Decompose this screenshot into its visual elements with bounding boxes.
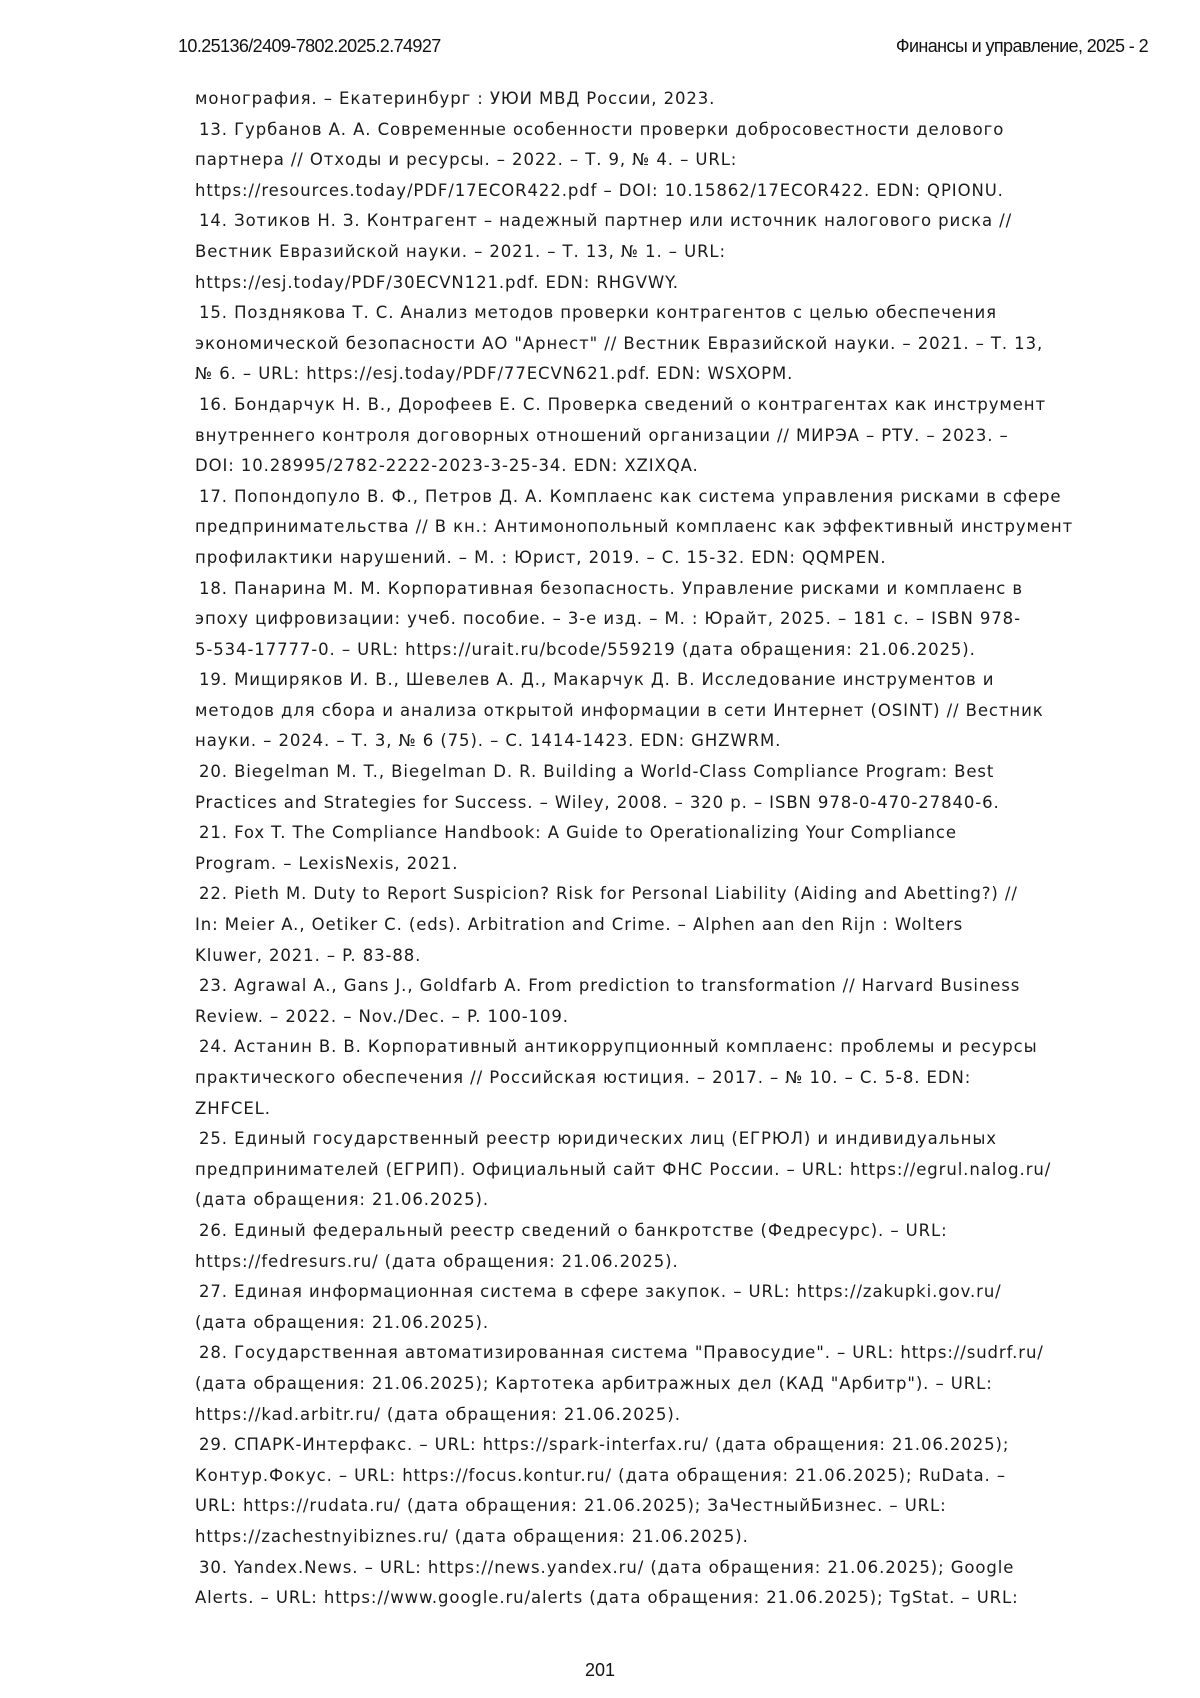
reference-line: Alerts. – URL: https://www.google.ru/alerts (дата обращения: 21.06.2025); TgStat. – URL: — [195, 1588, 1019, 1608]
reference-line: предпринимателей (ЕГРИП). Официальный сайт ФНС России. – URL: https://egrul.nalog.ru/ — [195, 1159, 1052, 1179]
reference-line: 24. Астанин В. В. Корпоративный антикоррупционный комплаенс: проблемы и ресурсы — [199, 1037, 1038, 1057]
reference-line: 23. Agrawal A., Gans J., Goldfarb A. From prediction to transformation // Harvard Business — [199, 976, 1021, 996]
reference-line: 19. Мищиряков И. В., Шевелев А. Д., Макарчук Д. В. Исследование инструментов и — [199, 670, 995, 690]
reference-line: 14. Зотиков Н. З. Контрагент – надежный партнер или источник налогового риска // — [199, 211, 1013, 231]
reference-line: 21. Fox T. The Compliance Handbook: A Guide to Operationalizing Your Compliance — [199, 823, 957, 843]
reference-line: методов для сбора и анализа открытой информации в сети Интернет (OSINT) // Вестник — [195, 700, 1044, 720]
reference-line: In: Meier A., Oetiker C. (eds). Arbitration and Crime. – Alphen aan den Rijn : Wolters — [195, 915, 964, 935]
reference-line: Контур.Фокус. – URL: https://focus.kontur.ru/ (дата обращения: 21.06.2025); RuData. – — [195, 1465, 1006, 1485]
reference-line: 26. Единый федеральный реестр сведений о банкротстве (Федресурс). – URL: — [199, 1220, 948, 1240]
reference-line: 27. Единая информационная система в сфере закупок. – URL: https://zakupki.gov.ru/ — [199, 1282, 1002, 1302]
page-number: 201 — [584, 1660, 616, 1680]
reference-line: 5-534-17777-0. – URL: https://urait.ru/bcode/559219 (дата обращения: 21.06.2025). — [195, 639, 976, 659]
references-list — [195, 84, 1140, 1614]
reference-line: https://fedresurs.ru/ (дата обращения: 21.06.2025). — [195, 1251, 679, 1271]
page-header — [178, 36, 1148, 60]
journal-label: Финансы и управление, 2025 - 2 — [895, 36, 1148, 56]
reference-line: эпоху цифровизации: учеб. пособие. – 3-е изд. – М. : Юрайт, 2025. – 181 с. – ISBN 978- — [195, 609, 1021, 629]
reference-line: 29. СПАРК-Интерфакс. – URL: https://spark-interfax.ru/ (дата обращения: 21.06.2025); — [199, 1435, 1010, 1455]
reference-line: 22. Pieth M. Duty to Report Suspicion? Risk for Personal Liability (Aiding and Abetting?) // — [199, 884, 1018, 904]
reference-line: Review. – 2022. – Nov./Dec. – P. 100-109. — [195, 1006, 569, 1026]
reference-line: экономической безопасности АО "Арнест" // Вестник Евразийской науки. – 2021. – Т. 13, — [195, 333, 1044, 353]
reference-line: 17. Попондопуло В. Ф., Петров Д. А. Комплаенс как система управления рисками в сфере — [199, 486, 1062, 506]
reference-line: (дата обращения: 21.06.2025). — [195, 1190, 489, 1210]
reference-line: https://esj.today/PDF/30ECVN121.pdf. EDN: RHGVWY. — [195, 272, 679, 292]
reference-line: (дата обращения: 21.06.2025). — [195, 1312, 489, 1332]
doi-label: 10.25136/2409-7802.2025.2.74927 — [178, 36, 441, 56]
reference-line: Practices and Strategies for Success. – Wiley, 2008. – 320 p. – ISBN 978-0-470-27840-6. — [195, 792, 1000, 812]
reference-line: предпринимательства // В кн.: Антимонопольный комплаенс как эффективный инструмент — [195, 517, 1074, 537]
reference-line: 25. Единый государственный реестр юридических лиц (ЕГРЮЛ) и индивидуальных — [199, 1129, 997, 1149]
reference-line: практического обеспечения // Российская юстиция. – 2017. – № 10. – С. 5-8. EDN: — [195, 1068, 972, 1087]
reference-line: (дата обращения: 21.06.2025); Картотека арбитражных дел (КАД "Арбитр"). – URL: — [195, 1373, 993, 1393]
page-footer — [0, 1660, 1200, 1681]
reference-line: 18. Панарина М. М. Корпоративная безопасность. Управление рисками и комплаенс в — [199, 578, 1024, 598]
reference-line: DOI: 10.28995/2782-2222-2023-3-25-34. EDN: XZIXQA. — [195, 456, 699, 476]
reference-line: 16. Бондарчук Н. В., Дорофеев Е. С. Проверка сведений о контрагентах как инструмент — [199, 394, 1046, 414]
reference-line: Kluwer, 2021. – P. 83-88. — [195, 945, 422, 965]
reference-line: Вестник Евразийской науки. – 2021. – Т. 13, № 1. – URL: — [195, 241, 726, 261]
reference-line: монография. – Екатеринбург : УЮИ МВД России, 2023. — [195, 89, 716, 108]
reference-line: 13. Гурбанов А. А. Современные особенности проверки добросовестности делового — [199, 119, 1005, 139]
reference-line: науки. – 2024. – Т. 3, № 6 (75). – С. 1414-1423. EDN: GHZWRM. — [195, 731, 782, 751]
reference-line: 20. Biegelman M. T., Biegelman D. R. Building a World-Class Compliance Program: Best — [199, 762, 995, 782]
reference-line: https://kad.arbitr.ru/ (дата обращения: 21.06.2025). — [195, 1404, 681, 1424]
reference-line: 30. Yandex.News. – URL: https://news.yandex.ru/ (дата обращения: 21.06.2025); Google — [199, 1557, 1015, 1577]
reference-line: URL: https://rudata.ru/ (дата обращения: 21.06.2025); ЗаЧестныйБизнес. – URL: — [195, 1496, 947, 1516]
reference-line: https://resources.today/PDF/17ECOR422.pdf – DOI: 10.15862/17ECOR422. EDN: QPIONU. — [195, 180, 1004, 200]
reference-line: https://zachestnyibiznes.ru/ (дата обращения: 21.06.2025). — [195, 1526, 749, 1546]
reference-line: внутреннего контроля договорных отношений организации // МИРЭА – РТУ. – 2023. – — [195, 425, 1009, 445]
reference-line: № 6. – URL: https://esj.today/PDF/77ECVN621.pdf. EDN: WSXOPM. — [195, 364, 794, 384]
reference-line: ZHFCEL. — [195, 1098, 271, 1118]
reference-line: Program. – LexisNexis, 2021. — [195, 853, 459, 873]
reference-line: профилактики нарушений. – М. : Юрист, 2019. – С. 15-32. EDN: QQMPEN. — [195, 547, 887, 567]
reference-line: партнера // Отходы и ресурсы. – 2022. – Т. 9, № 4. – URL: — [195, 150, 738, 170]
reference-line: 15. Позднякова Т. С. Анализ методов проверки контрагентов с целью обеспечения — [199, 303, 997, 323]
reference-line: 28. Государственная автоматизированная система "Правосудие". – URL: https://sudrf.ru/ — [199, 1343, 1044, 1363]
